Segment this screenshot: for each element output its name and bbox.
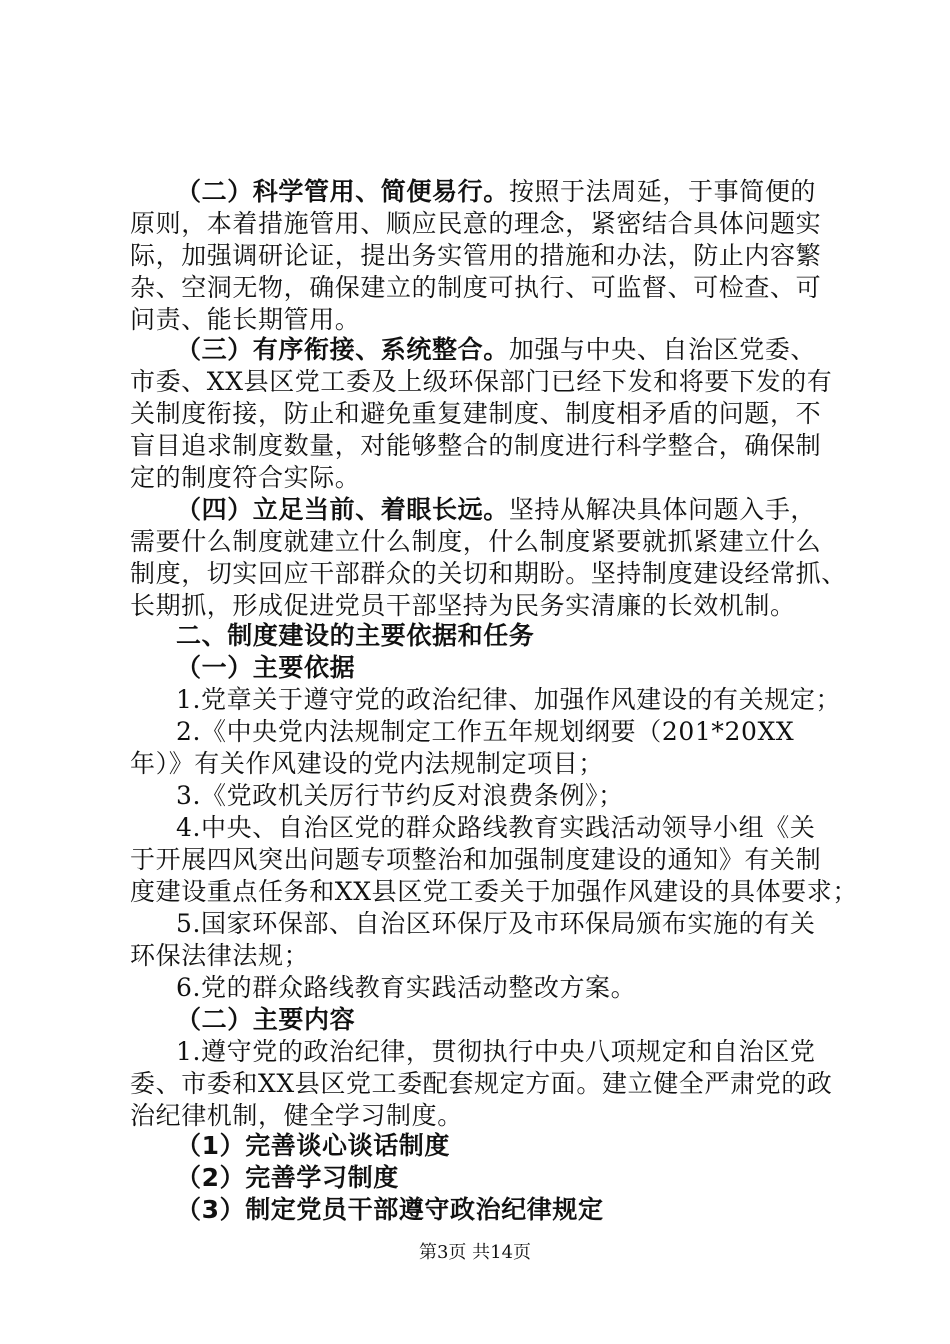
text-line [176,494,816,526]
list-item: 6.党的群众路线教育实践活动整改方案。 [176,973,637,1002]
heading-run: （二）科学管用、简便易行。 [176,177,509,206]
list-item: 1.党章关于遵守党的政治纪律、加强作风建设的有关规定； [176,685,842,714]
sub-item: （3）制定党员干部遵守政治纪律规定 [176,1195,604,1224]
list-item-continued: 年）》有关作风建设的党内法规制定项目； [130,749,604,778]
section-heading: 二、制度建设的主要依据和任务 [176,621,535,650]
page-footer: 第3页 共14页 [418,1242,532,1263]
text-line: 长期抓，形成促进党员干部坚持为民务实清廉的长效机制。 [130,591,796,620]
text-line: 制度，切实回应干部群众的关切和期盼。坚持制度建设经常抓、 [130,559,847,588]
text-line: 关制度衔接，防止和避免重复建制度、制度相矛盾的问题，不 [130,399,822,428]
text-line [176,176,816,208]
sub-item: （2）完善学习制度 [176,1163,399,1192]
text-line: 定的制度符合实际。 [130,463,361,492]
list-item-continued: 度建设重点任务和XX县区党工委关于加强作风建设的具体要求； [130,877,858,906]
list-item-continued: 委、市委和XX县区党工委配套规定方面。建立健全严肃党的政 [130,1069,833,1098]
list-item: 3.《党政机关厉行节约反对浪费条例》； [176,781,624,810]
list-item-continued: 环保法律法规； [130,941,310,970]
text-line: 问责、能长期管用。 [130,305,361,334]
body-run: 按照于法周延，于事简便的 [508,177,817,206]
list-item: 5.国家环保部、自治区环保厅及市环保局颁布实施的有关 [176,909,816,938]
sub-item: （1）完善谈心谈话制度 [176,1131,450,1160]
text-line: 盲目追求制度数量，对能够整合的制度进行科学整合，确保制 [130,431,822,460]
heading-run: （三）有序衔接、系统整合。 [176,335,509,364]
text-line: 市委、XX县区党工委及上级环保部门已经下发和将要下发的有 [130,367,833,396]
list-item: 2.《中央党内法规制定工作五年规划纲要（201*20XX [176,717,795,746]
list-item: 1.遵守党的政治纪律，贯彻执行中央八项规定和自治区党 [176,1037,816,1066]
text-line [176,334,816,366]
text-line: 际，加强调研论证，提出务实管用的措施和办法，防止内容繁 [130,241,822,270]
text-line: 需要什么制度就建立什么制度，什么制度紧要就抓紧建立什么 [130,527,822,556]
list-item: 4.中央、自治区党的群众路线教育实践活动领导小组《关 [176,813,816,842]
list-item-continued: 治纪律机制，健全学习制度。 [130,1101,463,1130]
body-run: 坚持从解决具体问题入手， [508,495,817,524]
heading-run: （四）立足当前、着眼长远。 [176,495,509,524]
subsection-heading: （二）主要内容 [176,1005,356,1034]
text-line: 杂、空洞无物，确保建立的制度可执行、可监督、可检查、可 [130,273,822,302]
subsection-heading: （一）主要依据 [176,653,356,682]
body-run: 加强与中央、自治区党委、 [508,335,817,364]
text-line: 原则，本着措施管用、顺应民意的理念，紧密结合具体问题实 [130,209,822,238]
list-item-continued: 于开展四风突出问题专项整治和加强制度建设的通知》有关制 [130,845,822,874]
